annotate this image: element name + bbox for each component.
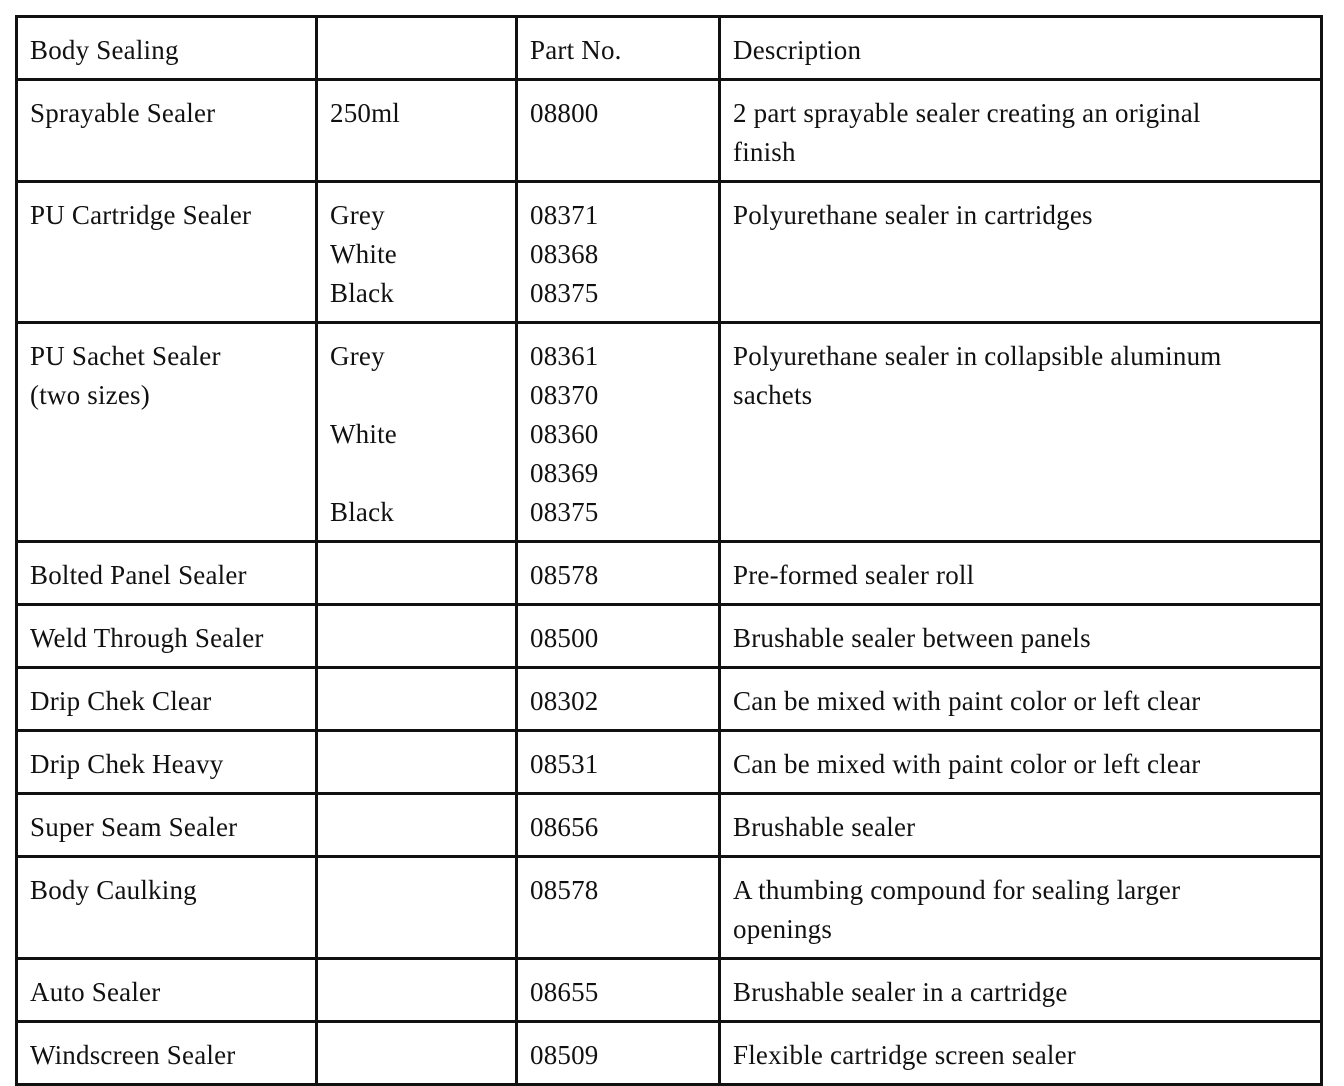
cell-line: 08375 [530, 497, 599, 527]
part-number-cell [517, 857, 720, 959]
product-name-cell [17, 80, 317, 182]
cell-line: 08361 [530, 341, 599, 371]
table-row [17, 1022, 1322, 1085]
cell-line: Brushable sealer [733, 812, 916, 842]
description-cell [720, 668, 1322, 731]
cell-line: Weld Through Sealer [30, 623, 264, 653]
variant-cell [317, 857, 517, 959]
description-cell [720, 959, 1322, 1022]
cell-line: Can be mixed with paint color or left clear [733, 749, 1201, 779]
cell-line: Body Caulking [30, 875, 197, 905]
table-row [17, 731, 1322, 794]
cell-line: Bolted Panel Sealer [30, 560, 247, 590]
cell-line: Grey [330, 200, 385, 230]
cell-line: 250ml [330, 98, 401, 128]
variant-cell [317, 80, 517, 182]
part-number-cell [517, 1022, 720, 1085]
description-cell [720, 542, 1322, 605]
header-cell-part-no [517, 17, 720, 80]
cell-line: 08302 [530, 686, 599, 716]
cell-line: White [330, 419, 397, 449]
part-number-cell [517, 959, 720, 1022]
table-body [17, 17, 1322, 1085]
product-name-cell [17, 959, 317, 1022]
part-number-cell [517, 80, 720, 182]
description-cell [720, 857, 1322, 959]
product-name-cell [17, 542, 317, 605]
header-cell-variant [317, 17, 517, 80]
part-number-cell [517, 731, 720, 794]
cell-line: (two sizes) [30, 380, 150, 410]
header-cell-description [720, 17, 1322, 80]
cell-line: Windscreen Sealer [30, 1040, 236, 1070]
cell-line: finish [733, 137, 796, 167]
cell-line: Brushable sealer in a cartridge [733, 977, 1068, 1007]
cell-line: Black [330, 497, 394, 527]
product-name-cell [17, 731, 317, 794]
cell-line: Sprayable Sealer [30, 98, 216, 128]
product-name-cell [17, 857, 317, 959]
cell-line [330, 376, 505, 415]
cell-line: White [330, 239, 397, 269]
cell-line: 08375 [530, 278, 599, 308]
product-name-cell [17, 605, 317, 668]
header-label: Description [733, 35, 862, 65]
variant-cell [317, 605, 517, 668]
description-cell [720, 182, 1322, 323]
cell-line: 08500 [530, 623, 599, 653]
cell-line: Can be mixed with paint color or left clear [733, 686, 1201, 716]
cell-line: Polyurethane sealer in cartridges [733, 200, 1093, 230]
cell-line: A thumbing compound for sealing larger [733, 875, 1181, 905]
description-cell [720, 794, 1322, 857]
table-row [17, 542, 1322, 605]
table-row [17, 323, 1322, 542]
cell-line: 08655 [530, 977, 599, 1007]
header-label: Part No. [530, 35, 622, 65]
cell-line: Flexible cartridge screen sealer [733, 1040, 1076, 1070]
part-number-cell [517, 794, 720, 857]
part-number-cell [517, 605, 720, 668]
cell-line: Black [330, 278, 394, 308]
table-row [17, 668, 1322, 731]
cell-line: Super Seam Sealer [30, 812, 238, 842]
product-name-cell [17, 668, 317, 731]
description-cell [720, 605, 1322, 668]
variant-cell [317, 323, 517, 542]
table-row [17, 605, 1322, 668]
table-row [17, 794, 1322, 857]
cell-line: Drip Chek Clear [30, 686, 212, 716]
variant-cell [317, 182, 517, 323]
cell-line: openings [733, 914, 833, 944]
cell-line: 08370 [530, 380, 599, 410]
cell-line: 08371 [530, 200, 599, 230]
cell-line: Pre-formed sealer roll [733, 560, 975, 590]
cell-line: 08578 [530, 875, 599, 905]
cell-line: PU Cartridge Sealer [30, 200, 252, 230]
table-row [17, 80, 1322, 182]
part-number-cell [517, 182, 720, 323]
description-cell [720, 80, 1322, 182]
cell-line: Grey [330, 341, 385, 371]
variant-cell [317, 959, 517, 1022]
product-name-cell [17, 794, 317, 857]
part-number-cell [517, 323, 720, 542]
cell-line: sachets [733, 380, 813, 410]
part-number-cell [517, 542, 720, 605]
cell-line: Polyurethane sealer in collapsible aluminum [733, 341, 1222, 371]
variant-cell [317, 794, 517, 857]
header-label: Body Sealing [30, 35, 179, 65]
cell-line: PU Sachet Sealer [30, 341, 221, 371]
product-name-cell [17, 182, 317, 323]
description-cell [720, 323, 1322, 542]
cell-line: Drip Chek Heavy [30, 749, 224, 779]
table-header-row [17, 17, 1322, 80]
body-sealing-table [15, 15, 1323, 1086]
cell-line: 08531 [530, 749, 599, 779]
description-cell [720, 1022, 1322, 1085]
product-name-cell [17, 1022, 317, 1085]
part-number-cell [517, 668, 720, 731]
variant-cell [317, 1022, 517, 1085]
variant-cell [317, 668, 517, 731]
description-cell [720, 731, 1322, 794]
cell-line: Auto Sealer [30, 977, 161, 1007]
cell-line: 08656 [530, 812, 599, 842]
header-cell-body-sealing [17, 17, 317, 80]
cell-line: Brushable sealer between panels [733, 623, 1091, 653]
cell-line: 08368 [530, 239, 599, 269]
cell-line: 08578 [530, 560, 599, 590]
product-name-cell [17, 323, 317, 542]
cell-line [330, 454, 505, 493]
cell-line: 08800 [530, 98, 599, 128]
table-row [17, 182, 1322, 323]
cell-line: 08360 [530, 419, 599, 449]
cell-line: 2 part sprayable sealer creating an original [733, 98, 1201, 128]
variant-cell [317, 731, 517, 794]
cell-line: 08509 [530, 1040, 599, 1070]
table-row [17, 857, 1322, 959]
variant-cell [317, 542, 517, 605]
cell-line: 08369 [530, 458, 599, 488]
table-row [17, 959, 1322, 1022]
